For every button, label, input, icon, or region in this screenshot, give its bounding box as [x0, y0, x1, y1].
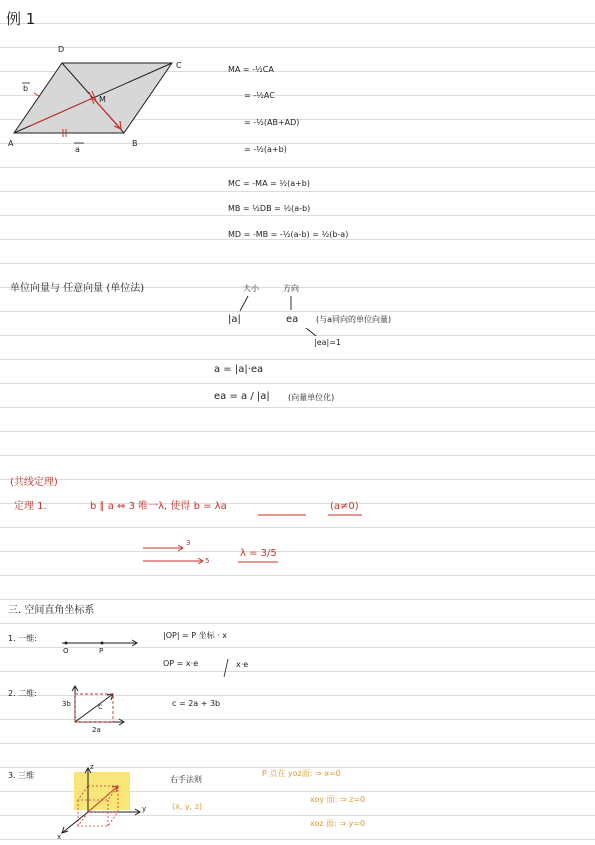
- coll-heading: (共线定理): [10, 477, 58, 488]
- unit-abs-a: |a|: [228, 314, 241, 325]
- three-d-right-hand: 右手法则: [170, 775, 202, 784]
- three-d-plane1: P 点在 yoz面: ⇒ x=0: [262, 769, 341, 778]
- one-d-point-p: P: [99, 647, 104, 655]
- coord-two-label: 2. 二维:: [8, 689, 37, 698]
- label-d: D: [58, 45, 65, 54]
- coord-heading: 三. 空间直角坐标系: [8, 605, 95, 616]
- three-d-z: z: [90, 763, 94, 771]
- label-vec-a: a: [75, 145, 80, 154]
- two-d-3b: 3b: [62, 700, 71, 708]
- three-d-plane2: xoy 面: ⇒ z=0: [310, 795, 366, 804]
- one-d-origin: O: [63, 647, 69, 655]
- coord-three-label: 3. 三维: [8, 771, 35, 780]
- label-a: A: [8, 139, 14, 148]
- coll-statement: b ∥ a ⇔ 3 唯一λ, 使得 b = λa: [90, 501, 227, 512]
- label-m: M: [99, 95, 106, 104]
- eq1-line1: MA = -½CA: [228, 65, 274, 74]
- two-d-2a: 2a: [92, 726, 101, 734]
- label-vec-b: b: [23, 84, 29, 93]
- coll-theorem: 定理 1.: [14, 501, 47, 512]
- eq1-line2: = -½AC: [244, 91, 275, 100]
- three-d-point: (x, y, z): [172, 802, 203, 811]
- label-c: C: [176, 61, 182, 70]
- label-b: B: [132, 139, 138, 148]
- eq1-line4: = -½(a+b): [244, 145, 287, 154]
- unit-eq-ea: ea = a / |a|: [214, 391, 270, 402]
- one-d-eq2: OP = x·e: [163, 659, 199, 668]
- unit-len-label: 大小: [243, 284, 259, 293]
- coord-one-label: 1. 一维:: [8, 634, 37, 643]
- unit-eq-a: a = |a|·ea: [214, 364, 264, 375]
- coll-num-3: 3: [186, 539, 191, 547]
- unit-ea: ea: [286, 314, 299, 325]
- eq1-line3: = -½(AB+AD): [244, 118, 300, 127]
- unit-dir-label: 方向: [283, 284, 299, 293]
- two-d-c: c: [98, 702, 103, 711]
- one-d-eq3: x·e: [236, 660, 249, 669]
- unit-ea-note: (与a同向的单位向量): [316, 315, 392, 324]
- unit-eq-ea-note: (向量单位化): [288, 393, 335, 402]
- three-d-plane3: xoz 面: ⇒ y=0: [310, 819, 366, 828]
- three-d-y: y: [142, 805, 147, 813]
- eq2-line3: MD = -MB = -½(a-b) = ½(b-a): [228, 230, 349, 239]
- two-d-eq: c = 2a + 3b: [172, 699, 221, 708]
- three-d-x: x: [57, 833, 62, 841]
- coll-lambda: λ = 3/5: [240, 548, 277, 559]
- page-title: 例 1: [6, 10, 36, 28]
- unit-heading: 单位向量与 任意向量 (单位法): [10, 283, 145, 294]
- coll-cond: (a≠0): [330, 501, 359, 512]
- eq2-line2: MB = ½DB = ½(a-b): [228, 204, 311, 213]
- eq2-line1: MC = -MA = ½(a+b): [228, 179, 311, 188]
- one-d-eq1: |OP| = P 坐标 · x: [163, 631, 228, 640]
- coll-num-5: 5: [205, 557, 210, 565]
- unit-ea-abs: |ea|=1: [314, 338, 342, 347]
